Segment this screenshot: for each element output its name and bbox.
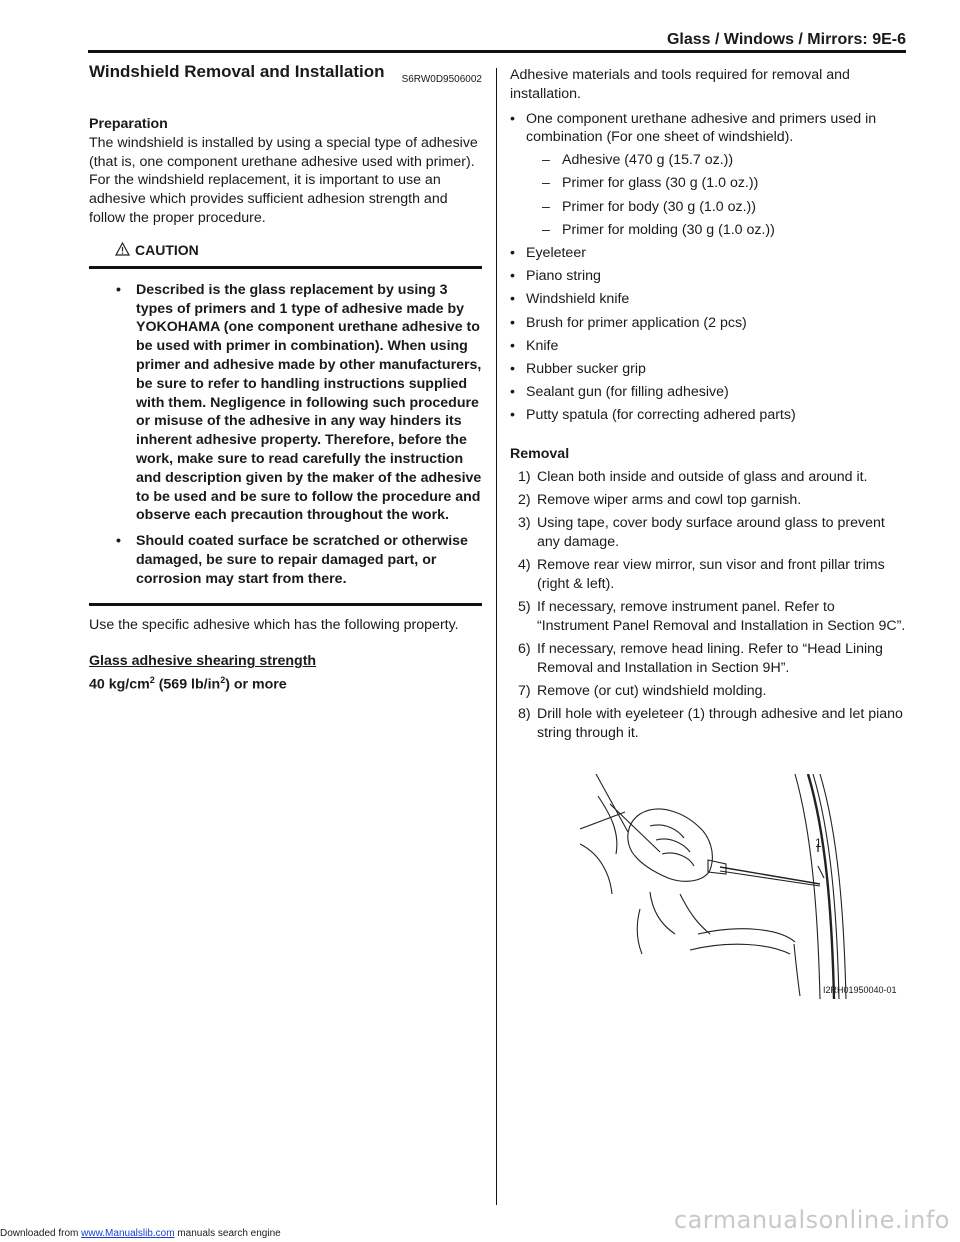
- spec-sup-a: 2: [149, 675, 155, 686]
- footer-prefix: Downloaded from: [0, 1228, 82, 1239]
- caution-item: • Should coated surface be scratched or otherwise damaged, be sure to repair damaged part, or corrosion may start from there.: [116, 532, 482, 588]
- caution-header: [115, 242, 482, 259]
- step-number: 2): [518, 492, 531, 509]
- preparation-text: The windshield is installed by using a special type of adhesive (that is, one component urethane adhesive used with primer). For the windshield replacement, it is important to use an adhesive which provides sufficient adhesion strength and follow the proper procedure.: [89, 134, 478, 226]
- removal-step: [518, 705, 910, 743]
- step-text: Remove wiper arms and cowl top garnish.: [537, 492, 802, 509]
- section-title: Windshield Removal and Installation: [89, 62, 385, 81]
- step-text: Remove rear view mirror, sun visor and front pillar trims (right & left).: [537, 557, 885, 592]
- preparation-heading: Preparation: [89, 116, 168, 132]
- sub-item: – Primer for body (30 g (1.0 oz.)): [542, 198, 910, 217]
- urethane-item: [510, 110, 910, 240]
- figure-code: I2RH01950040-01: [823, 985, 897, 995]
- materials-list: [510, 110, 910, 425]
- section-code: S6RW0D9506002: [401, 74, 482, 85]
- spec-value: [89, 671, 482, 695]
- removal-steps: [518, 468, 910, 743]
- tool-item: • Eyeleteer: [510, 244, 910, 263]
- step-text: Drill hole with eyeleteer (1) through adhesive and let piano string through it.: [537, 706, 903, 742]
- tool-item: • Piano string: [510, 267, 910, 286]
- step-number: 7): [518, 683, 531, 700]
- tool-item: • Sealant gun (for filling adhesive): [510, 383, 910, 402]
- removal-step: [518, 682, 910, 701]
- left-column: [89, 62, 482, 695]
- step-number: 4): [518, 557, 531, 574]
- step-number: 1): [518, 468, 531, 485]
- spec-value-a: 40 kg/cm: [89, 676, 150, 693]
- right-column: [510, 66, 910, 747]
- watermark: carmanualsonline.info: [673, 1206, 950, 1234]
- adhesive-sub-list: [542, 151, 910, 239]
- removal-step: [518, 468, 910, 487]
- step-text: Using tape, cover body surface around glass to prevent any damage.: [537, 515, 885, 551]
- figure-callout-number: 1: [815, 836, 822, 850]
- removal-heading: Removal: [510, 446, 570, 463]
- removal-step: [518, 556, 910, 594]
- sub-item: – Primer for molding (30 g (1.0 oz.)): [542, 221, 910, 240]
- spec-value-b: (569 lb/in: [154, 676, 221, 693]
- manualslib-link[interactable]: www.Manualslib.com: [81, 1228, 175, 1239]
- header-rule: [88, 50, 906, 53]
- spec-value-c: ) or more: [225, 676, 287, 693]
- caution-item: • Described is the glass replacement by using 3 types of primers and 1 type of adhesive made by YOKOHAMA (one component urethane adhesive to be used with primer in combination). When using primer and adhesive made by other manufacturers, be sure to refer to handling instructions supplied with them. Negligence in following such procedure or misuse of the adhesive in any way hinders its inherent adhesive property. Therefore, before the work, make sure to read carefully the instruction and description given by the maker of the adhesive to be used and be sure to follow the procedure and observe each precaution throughout the work.: [116, 281, 482, 525]
- step-number: 5): [518, 599, 531, 616]
- caution-rule-top: [89, 266, 482, 269]
- step-text: If necessary, remove head lining. Refer to “Head Lining Removal and Installation in Section 9H”.: [537, 641, 883, 676]
- caution-rule-bottom: [89, 603, 482, 606]
- materials-intro: Adhesive materials and tools required for removal and installation.: [510, 67, 850, 102]
- caution-list: [116, 281, 482, 589]
- urethane-item-text: One component urethane adhesive and primers used in combination (For one sheet of windshield).: [526, 110, 877, 146]
- removal-step: [518, 514, 910, 552]
- sub-item: – Adhesive (470 g (15.7 oz.)): [542, 151, 910, 170]
- column-divider: [496, 68, 497, 1205]
- sub-item: – Primer for glass (30 g (1.0 oz.)): [542, 174, 910, 193]
- tool-item: • Brush for primer application (2 pcs): [510, 314, 910, 333]
- tool-item: • Windshield knife: [510, 290, 910, 309]
- step-number: 6): [518, 641, 531, 658]
- page-header: Glass / Windows / Mirrors: 9E-6: [666, 31, 906, 48]
- tool-item: • Knife: [510, 337, 910, 356]
- step-text: Remove (or cut) windshield molding.: [537, 683, 767, 700]
- eyeleteer-illustration: [580, 774, 905, 999]
- footer-suffix: manuals search engine: [174, 1228, 281, 1239]
- step-number: 8): [518, 706, 531, 723]
- removal-step: [518, 491, 910, 510]
- section-title-block: [89, 62, 482, 88]
- step-number: 3): [518, 515, 531, 532]
- spec-sup-b: 2: [220, 675, 226, 686]
- caution-label: CAUTION: [135, 242, 199, 259]
- tool-item: • Rubber sucker grip: [510, 360, 910, 379]
- warning-triangle-icon: [115, 242, 130, 259]
- removal-step: [518, 598, 910, 636]
- removal-step: [518, 640, 910, 678]
- use-adhesive-text: Use the specific adhesive which has the following property.: [89, 616, 459, 633]
- spec-heading: Glass adhesive shearing strength: [89, 653, 317, 670]
- step-text: Clean both inside and outside of glass and around it.: [537, 468, 868, 485]
- step-text: If necessary, remove instrument panel. Refer to “Instrument Panel Removal and Installation in Section 9C”.: [537, 599, 906, 634]
- tool-item: • Putty spatula (for correcting adhered parts): [510, 406, 910, 425]
- download-footer: [0, 1228, 281, 1239]
